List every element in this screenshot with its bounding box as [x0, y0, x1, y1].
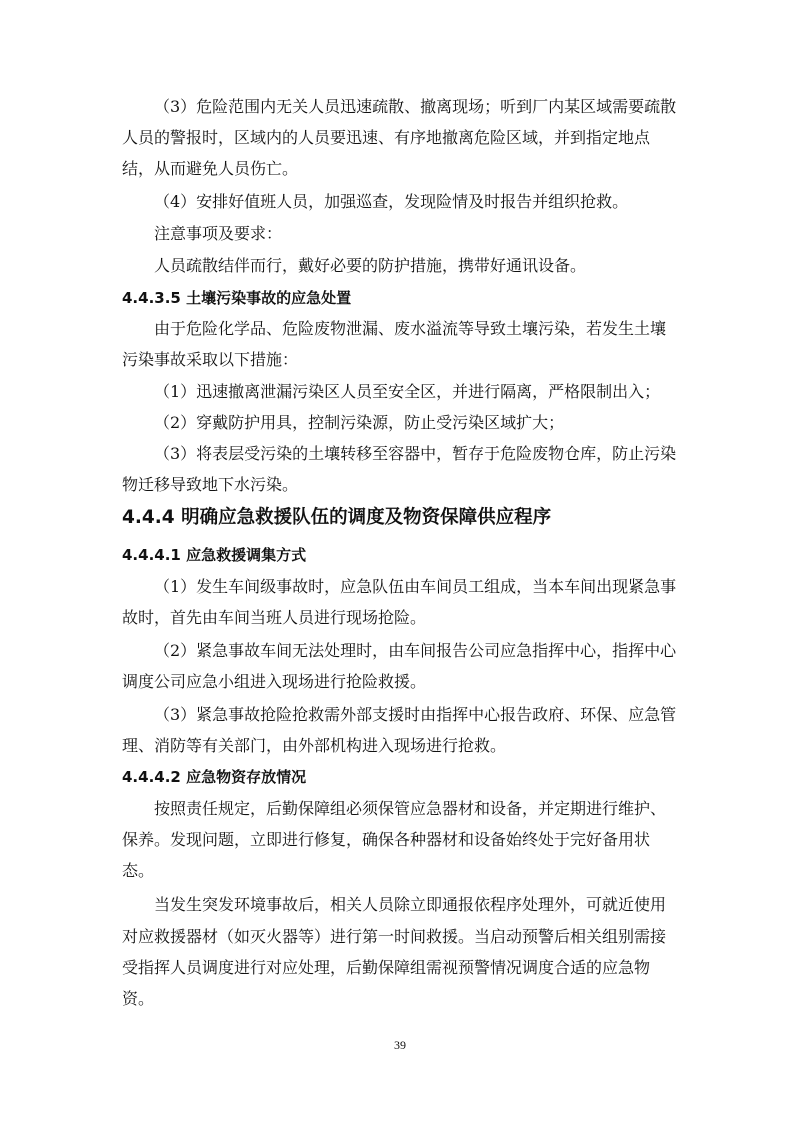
page-number: 39: [394, 1038, 406, 1052]
paragraph-line: （3）危险范围内无关人员迅速疏散、撤离现场；听到厂内某区域需要疏散: [154, 97, 677, 116]
section-heading: 4.4.4.2 应急物资存放情况: [122, 768, 307, 786]
paragraph-line: （4）安排好值班人员，加强巡查，发现险情及时报告并组织抢救。: [154, 192, 629, 211]
paragraph-line: （1）迅速撤离泄漏污染区人员至安全区，并进行隔离，严格限制出入；: [154, 382, 661, 401]
paragraph-line: 受指挥人员调度进行对应处理，后勤保障组需视预警情况调度合适的应急物: [122, 958, 651, 977]
paragraph-line: 注意事项及要求：: [154, 224, 283, 243]
chapter-heading: 4.4.4 明确应急救援队伍的调度及物资保障供应程序: [122, 507, 552, 528]
paragraph-line: 调度公司应急小组进入现场进行抢险救援。: [122, 672, 427, 691]
paragraph-line: 由于危险化学品、危险废物泄漏、废水溢流等导致土壤污染，若发生土壤: [154, 319, 667, 338]
paragraph-line: 态。: [122, 861, 155, 880]
paragraph-line: （2）紧急事故车间无法处理时，由车间报告公司应急指挥中心，指挥中心: [154, 641, 677, 660]
paragraph-line: 故时，首先由车间当班人员进行现场抢险。: [122, 608, 427, 627]
paragraph-line: （3）紧急事故抢险抢救需外部支援时由指挥中心报告政府、环保、应急管: [154, 705, 677, 724]
paragraph-line: （3）将表层受污染的土壤转移至容器中，暂存于危险废物仓库，防止污染: [154, 444, 677, 463]
paragraph-line: 结，从而避免人员伤亡。: [122, 159, 299, 178]
paragraph-line: 人员的警报时，区域内的人员要迅速、有序地撤离危险区域，并到指定地点: [122, 128, 651, 147]
paragraph-line: 污染事故采取以下措施：: [122, 350, 299, 369]
paragraph-line: 按照责任规定，后勤保障组必须保管应急器材和设备，并定期进行维护、: [154, 799, 667, 818]
paragraph-line: （2）穿戴防护用具，控制污染源，防止受污染区域扩大；: [154, 413, 565, 432]
section-heading: 4.4.3.5 土壤污染事故的应急处置: [122, 289, 352, 307]
paragraph-line: 当发生突发环境事故后，相关人员除立即通报依程序处理外，可就近使用: [154, 895, 667, 914]
paragraph-line: 保养。发现问题，立即进行修复，确保各种器材和设备始终处于完好备用状: [122, 830, 651, 849]
paragraph-line: 对应救援器材（如灭火器等）进行第一时间救援。当启动预警后相关组别需接: [122, 927, 667, 946]
paragraph-line: （1）发生车间级事故时，应急队伍由车间员工组成，当本车间出现紧急事: [154, 577, 677, 596]
paragraph-line: 资。: [122, 989, 155, 1008]
paragraph-line: 物迁移导致地下水污染。: [122, 475, 299, 494]
paragraph-line: 理、消防等有关部门，由外部机构进入现场进行抢救。: [122, 736, 507, 755]
paragraph-line: 人员疏散结伴而行，戴好必要的防护措施，携带好通讯设备。: [154, 256, 587, 275]
section-heading: 4.4.4.1 应急救援调集方式: [122, 546, 307, 564]
